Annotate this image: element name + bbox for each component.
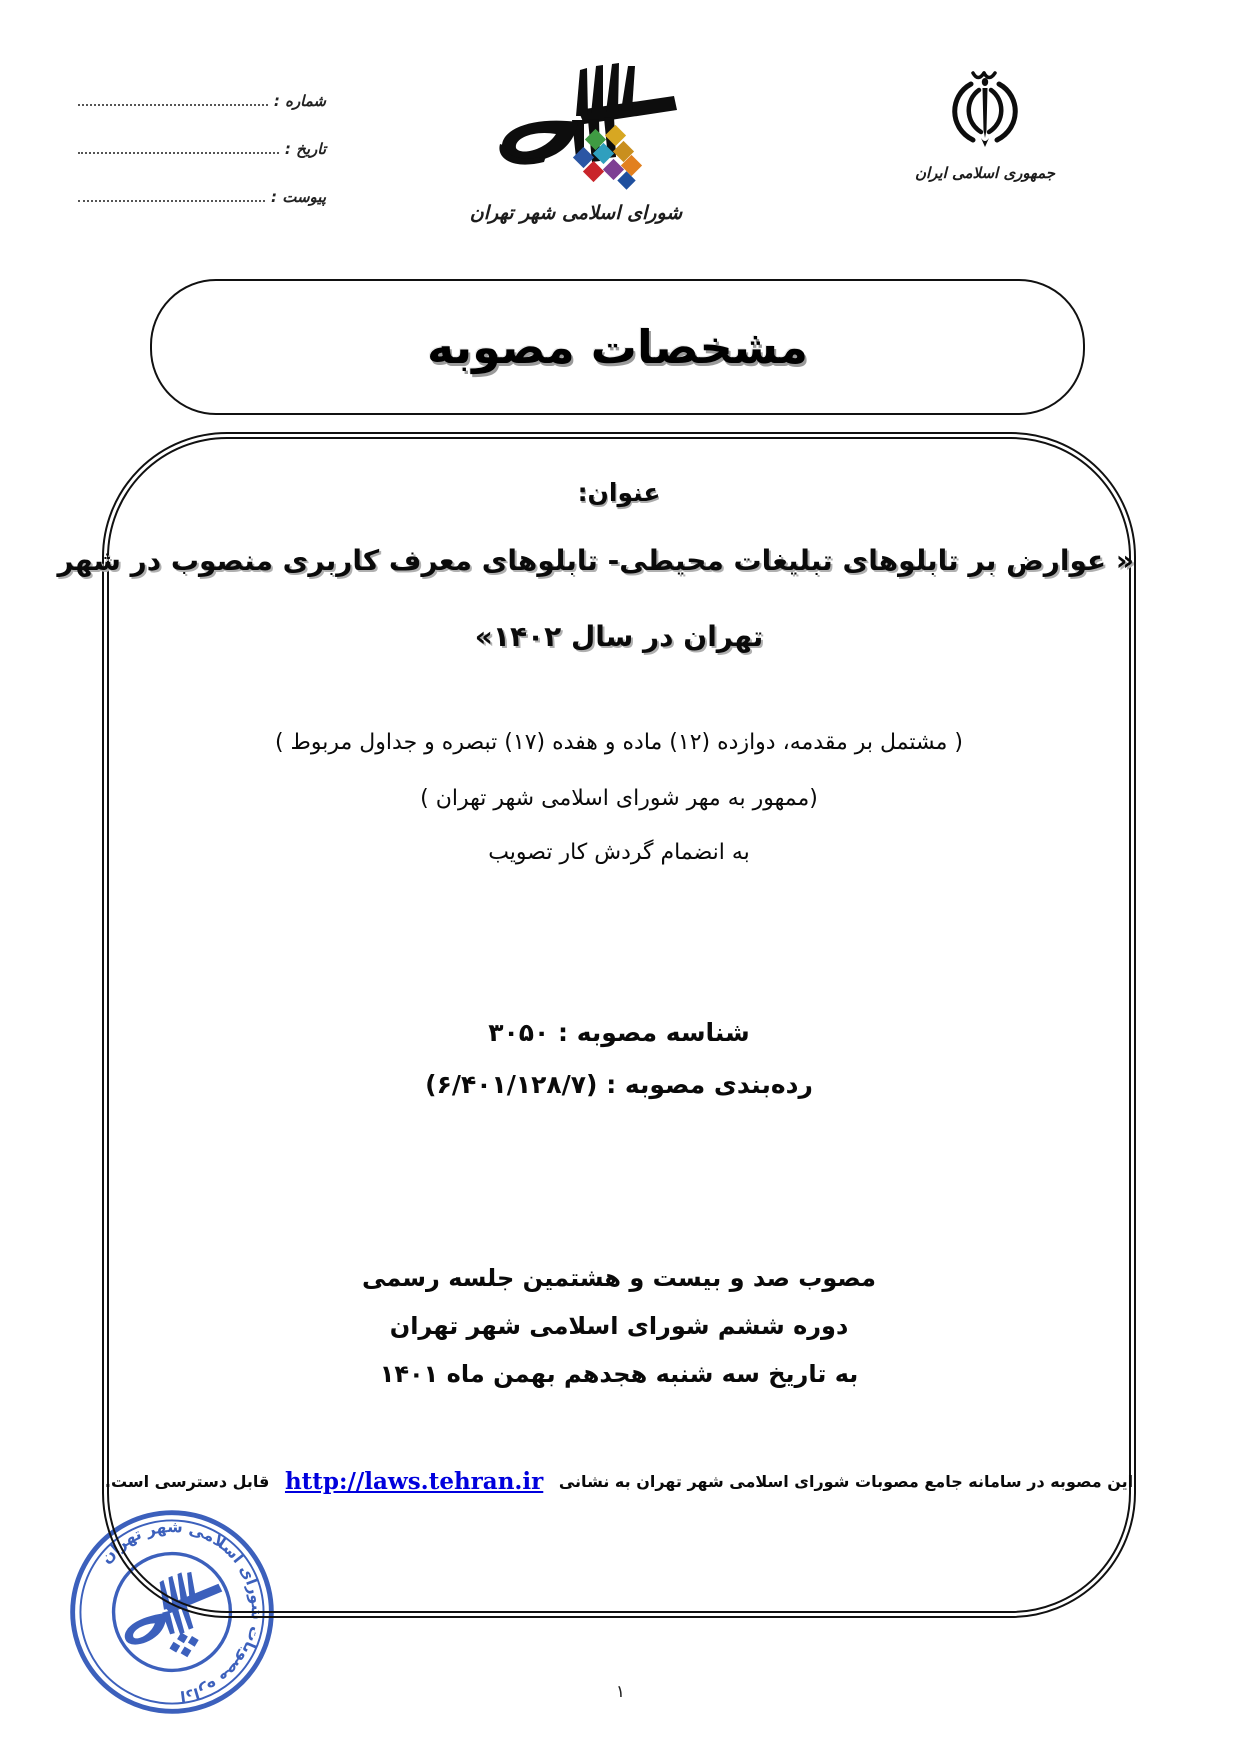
- access-note-line: [104, 1468, 1134, 1495]
- laws-portal-link[interactable]: http://laws.tehran.ir: [284, 1468, 544, 1495]
- field-number-dotted-line: [78, 103, 268, 106]
- tehran-council-logo-block: [438, 58, 714, 224]
- classification-line: [104, 1070, 1134, 1099]
- access-note-prefix: این مصوبه در سامانه جامع مصوبات شورای اسلامی شهر تهران به نشانی: [558, 1472, 1134, 1491]
- session-line2: دوره ششم شورای اسلامی شهر تهران: [389, 1312, 849, 1340]
- session-line3: به تاریخ سه شنبه هجدهم بهمن ماه ۱۴۰۱: [379, 1360, 859, 1388]
- attachment-note: به انضمام گردش کار تصویب: [488, 840, 750, 865]
- page-number: ۱: [615, 1682, 626, 1702]
- iran-emblem-caption: جمهوری اسلامی ایران: [914, 164, 1056, 182]
- tehran-council-logo-icon: [460, 58, 692, 196]
- tehran-council-logo-caption: شورای اسلامی شهر تهران: [469, 202, 683, 224]
- field-attachment-row: [78, 182, 326, 206]
- council-stamp-ring-text: اداره مصوبات شورای اسلامی شهر تهران: [96, 1517, 266, 1706]
- field-date-label: تاریخ :: [284, 140, 326, 158]
- title-box: [150, 279, 1085, 415]
- resolution-title-line2: تهران در سال ۱۴۰۲»: [474, 620, 764, 653]
- iran-emblem-block: [900, 64, 1070, 182]
- page-title: مشخصات مصوبه: [426, 320, 809, 374]
- contents-note: ( مشتمل بر مقدمه، دوازده (۱۲) ماده و هفده (۱۷) تبصره و جداول مربوط ): [274, 730, 963, 755]
- classification-label: رده‌بندی مصوبه :: [606, 1070, 813, 1099]
- field-date-row: [78, 134, 326, 158]
- field-number-label: شماره :: [273, 92, 326, 110]
- resolution-id-value: ۳۰۵۰: [488, 1018, 550, 1047]
- resolution-title-line1: « عوارض بر تابلوهای تبلیغات محیطی- تابلوهای معرف کاربری منصوب در شهر: [57, 544, 1134, 577]
- header-reference-fields: [78, 86, 326, 230]
- sealed-note: (ممهور به مهر شورای اسلامی شهر تهران ): [420, 786, 818, 811]
- field-attachment-dotted-line: [78, 199, 265, 202]
- field-attachment-label: پیوست :: [271, 188, 326, 206]
- resolution-id-line: [104, 1018, 1134, 1047]
- title-heading: عنوان:: [577, 478, 661, 507]
- access-note-suffix: قابل دسترسی است.: [104, 1472, 270, 1491]
- resolution-details-box: [57, 432, 1136, 1618]
- field-date-dotted-line: [78, 151, 279, 154]
- resolution-id-label: شناسه مصوبه :: [558, 1018, 750, 1047]
- classification-value: (۶/۴۰۱/۱۲۸/۷): [425, 1070, 598, 1099]
- session-line1: مصوب صد و بیست و هشتمین جلسه رسمی: [362, 1264, 876, 1292]
- iran-emblem-icon: [937, 64, 1033, 156]
- field-number-row: [78, 86, 326, 110]
